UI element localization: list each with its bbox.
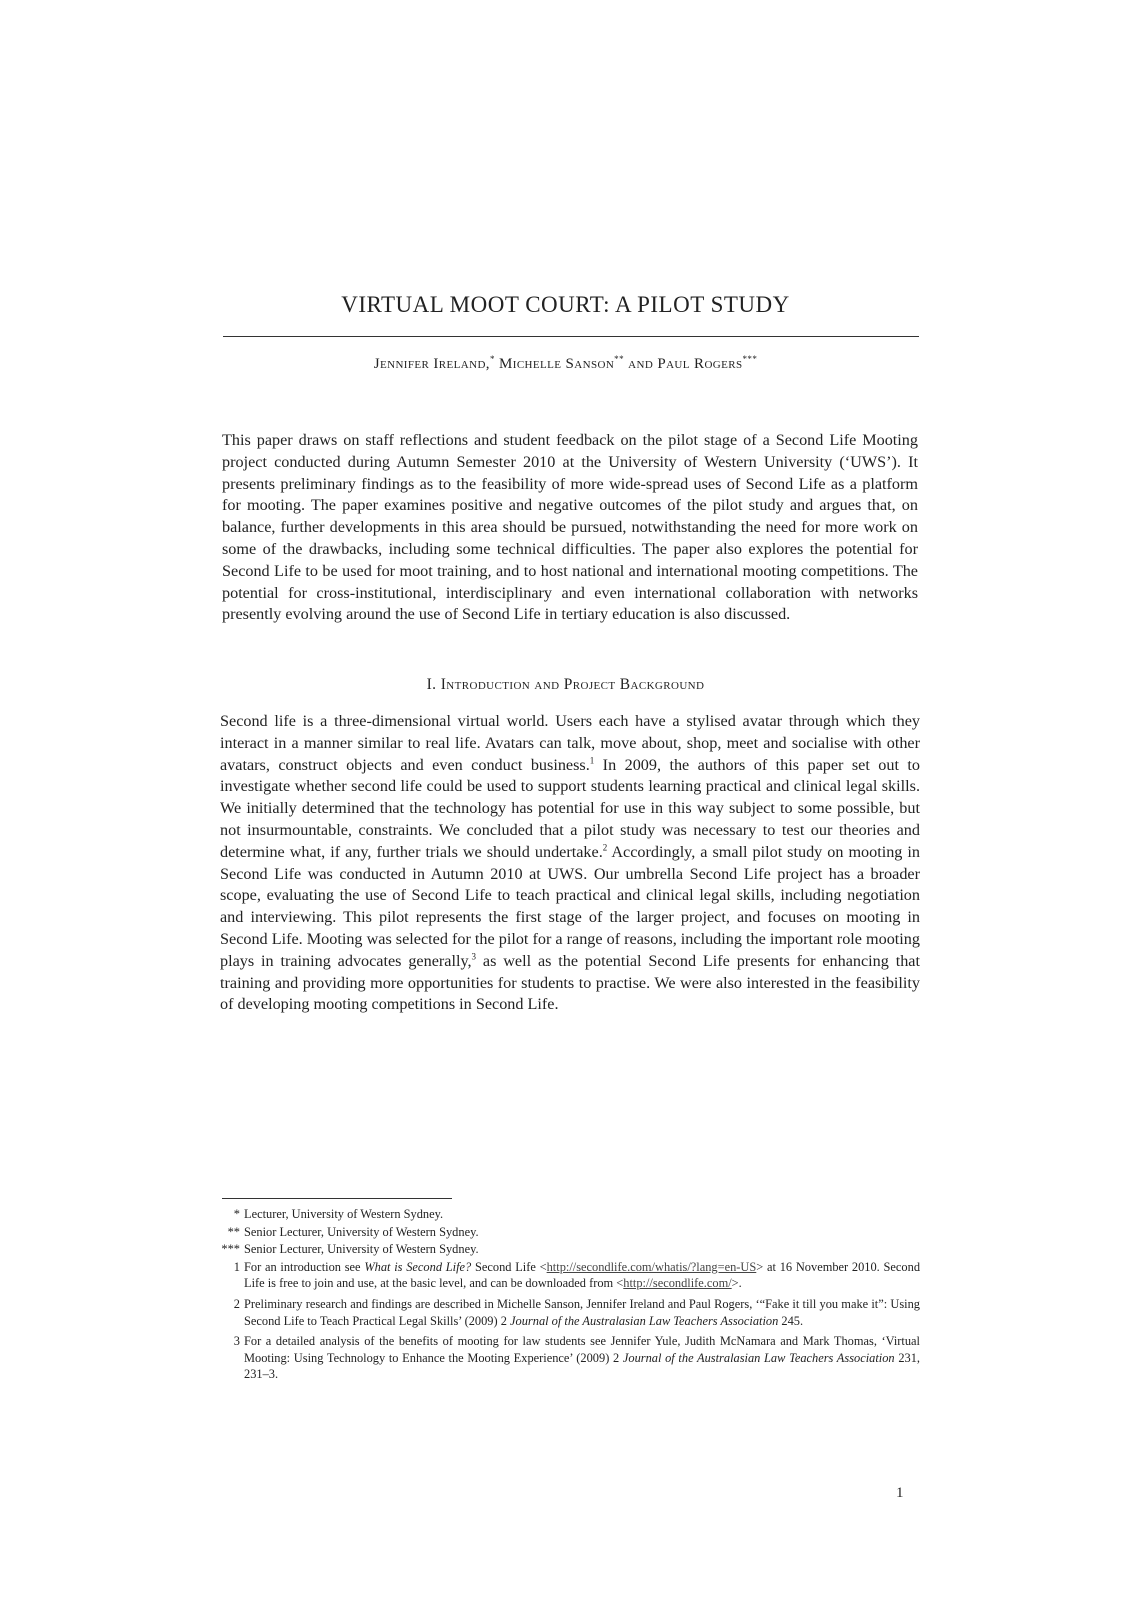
footnote-mark: 2 [233, 1296, 240, 1311]
section-title: Introduction and Project Background [440, 676, 705, 693]
footnote-star-3 [214, 1241, 920, 1258]
author-2-mark: ** [614, 354, 624, 364]
footnote-2-pre: Preliminary research and findings are described in Michelle Sanson, Jennifer Ireland and Paul Rogers, ‘“Fake it till you make it”: Using Second Life to Teach Practical Legal Skills’ (2009) 2 [244, 1296, 920, 1328]
body-paragraph [220, 711, 920, 1016]
section-number: I. [426, 676, 437, 693]
footnote-ref-2: 2 [602, 842, 608, 853]
body-text-1: Second life is a three-dimensional virtual world. Users each have a stylised avatar through which they interact in a manner similar to real life. Avatars can talk, move about, shop, meet and socialise with other avatars, construct objects and even conduct business. [220, 712, 920, 774]
footnote-text: Senior Lecturer, University of Western Sydney. [244, 1242, 479, 1257]
footnote-star-2 [214, 1224, 920, 1241]
footnote-3-post: 231, 231–3. [244, 1350, 921, 1382]
footnote-2-post: 245. [778, 1313, 804, 1328]
page-number: 1 [896, 1485, 904, 1501]
footnote-3-pre: For a detailed analysis of the benefits of mooting for law students see Jennifer Yule, Judith McNamara and Mark Thomas, ‘Virtual Mooting: Using Technology to Enhance the Mooting Experience’ (2009) 2 [244, 1334, 920, 1365]
footnotes [214, 1206, 920, 1387]
footnote-mark: ** [227, 1224, 240, 1239]
footnote-3-italic: Journal of the Australasian Law Teachers Association [622, 1350, 895, 1365]
author-2: Michelle Sanson [499, 356, 615, 372]
author-line [0, 354, 1131, 373]
footnote-ref-1: 1 [589, 755, 595, 766]
footnote-1-pre: For an introduction see [244, 1259, 365, 1274]
paper-title: VIRTUAL MOOT COURT: A PILOT STUDY [341, 292, 790, 317]
footnote-1-italic: What is Second Life? [364, 1259, 472, 1274]
secondlife-whatis-link[interactable]: http://secondlife.com/whatis/?lang=en-US [546, 1259, 757, 1274]
footnote-1-mid: Second Life < [471, 1259, 547, 1274]
footnote-text: Lecturer, University of Western Sydney. [244, 1207, 444, 1221]
footnote-rule [222, 1198, 452, 1199]
footnote-2-italic: Journal of the Australasian Law Teachers Association [510, 1313, 779, 1328]
author-1: Jennifer Ireland, [373, 356, 490, 372]
footnote-text [244, 1333, 920, 1383]
title-rule [223, 336, 919, 337]
author-3-mark: *** [742, 354, 758, 364]
footnote-text [244, 1296, 920, 1329]
footnote-1-post: >. [731, 1276, 742, 1291]
author-1-mark: * [489, 354, 495, 364]
footnote-mark: 3 [233, 1334, 240, 1349]
body-text-2: In 2009, the authors of this paper set out to investigate whether second life could be used to support students learning practical and clinical legal skills. We initially determined that the technology has potential for use in this way subject to some possible, but not insurmountable, constraints. We concluded that a pilot study was necessary to test our theories and determine what, if any, further trials we should undertake. [220, 755, 920, 861]
footnote-3 [214, 1333, 920, 1383]
footnote-2 [214, 1296, 920, 1329]
footnote-text [244, 1259, 920, 1292]
body-text-3: Accordingly, a small pilot study on mooting in Second Life was conducted in Autumn 2010 at UWS. Our umbrella Second Life project has a broader scope, evaluating the use of Second Life to teach practical and clinical legal skills, including negotiation and interviewing. This pilot represents the first stage of the larger project, and focuses on mooting in Second Life. Mooting was selected for the pilot for a range of reasons, including the important role mooting plays in training advocates generally, [220, 842, 920, 970]
footnote-mark: *** [221, 1242, 240, 1257]
abstract: This paper draws on staff reflections and student feedback on the pilot stage of a Second Life Mooting project conducted during Autumn Semester 2010 at the University of Western University (‘UWS’). It presents preliminary findings as to the feasibility of more wide-spread uses of Second Life as a platform for mooting. The paper examines positive and negative outcomes of the pilot study and argues that, on balance, further developments in this area should be pursued, notwithstanding the need for more work on some of the drawbacks, including some technical difficulties. The paper also explores the potential for Second Life to be used for moot training, and to host national and international mooting competitions. The potential for cross-institutional, interdisciplinary and even international collaboration with networks presently evolving around the use of Second Life in tertiary education is also discussed. [222, 431, 918, 624]
secondlife-home-link[interactable]: http://secondlife.com/ [623, 1276, 732, 1291]
footnote-star-1 [214, 1206, 920, 1223]
body-text-4: as well as the potential Second Life presents for enhancing that training and providing more opportunities for students to practise. We were also interested in the feasibility of developing mooting competitions in Second Life. [220, 951, 920, 1014]
footnote-1 [214, 1259, 920, 1292]
author-conjunction: and [628, 356, 654, 372]
footnote-mark: * [233, 1207, 240, 1221]
footnote-1-mid2: > at 16 November 2010. Second Life is free to join and use, at the basic level, and can be downloaded from < [244, 1259, 921, 1291]
footnote-text: Senior Lecturer, University of Western Sydney. [244, 1224, 479, 1239]
author-3: Paul Rogers [657, 356, 743, 372]
section-heading [0, 676, 1131, 694]
footnote-ref-3: 3 [471, 951, 477, 962]
footnote-mark: 1 [233, 1259, 240, 1274]
